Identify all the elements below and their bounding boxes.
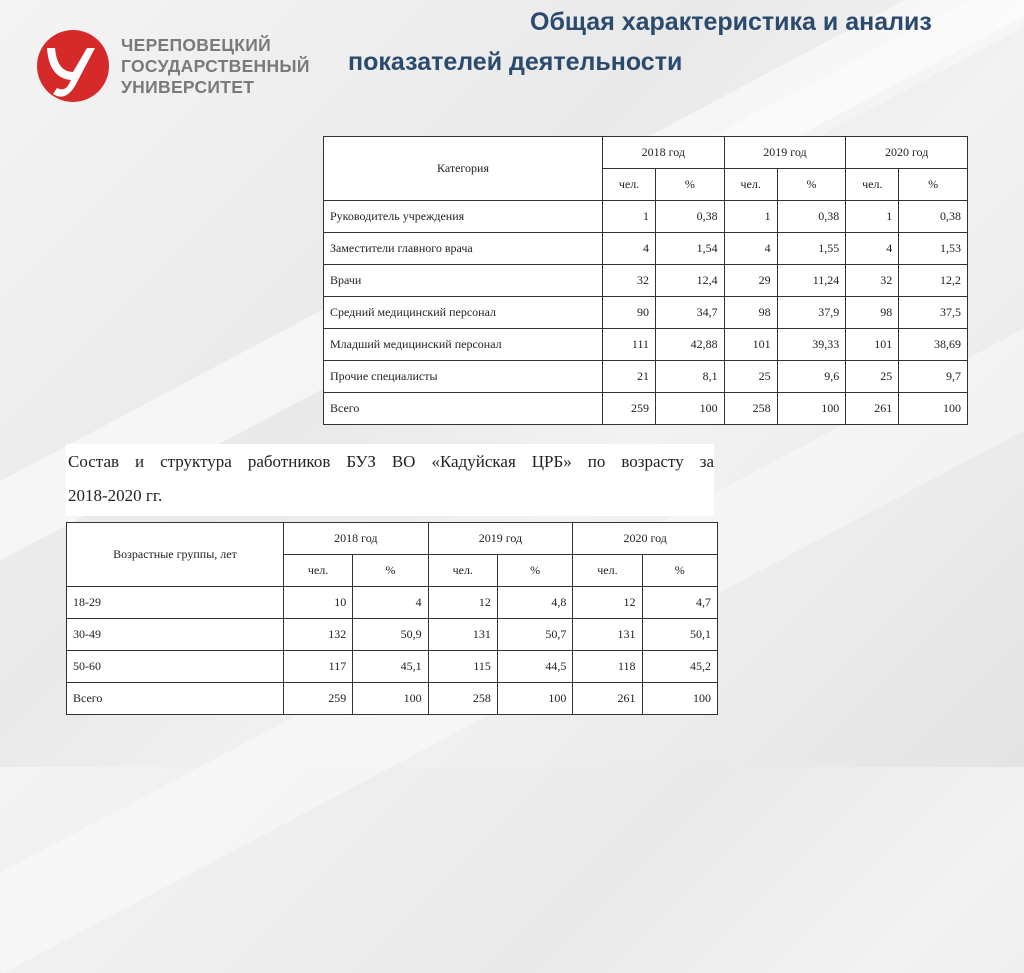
table-cell: 8,1 (656, 361, 725, 393)
table-cell: 34,7 (656, 297, 725, 329)
university-name (121, 35, 310, 98)
university-logo (35, 28, 310, 104)
table-cell: 4,8 (497, 587, 572, 619)
row-label: 18-29 (67, 587, 284, 619)
table-cell: 98 (846, 297, 899, 329)
sub-header: чел. (846, 169, 899, 201)
table-row (67, 651, 718, 683)
table-cell: 100 (777, 393, 846, 425)
row-label: Врачи (324, 265, 603, 297)
table-cell: 39,33 (777, 329, 846, 361)
logo-line-3: УНИВЕРСИТЕТ (121, 76, 255, 97)
row-label: Всего (324, 393, 603, 425)
table-cell: 38,69 (899, 329, 968, 361)
table-cell: 12 (573, 587, 642, 619)
sub-header: % (353, 555, 428, 587)
table-cell: 1,53 (899, 233, 968, 265)
table-row (324, 393, 968, 425)
table-cell: 258 (724, 393, 777, 425)
year-header: 2018 год (603, 137, 725, 169)
table-cell: 98 (724, 297, 777, 329)
table-row (324, 329, 968, 361)
table-cell: 12,2 (899, 265, 968, 297)
row-label: 50-60 (67, 651, 284, 683)
table-cell: 21 (603, 361, 656, 393)
row-label: Руководитель учреждения (324, 201, 603, 233)
year-header: 2018 год (284, 523, 429, 555)
sub-header: % (497, 555, 572, 587)
age-structure-table (66, 522, 718, 715)
sub-header: чел. (573, 555, 642, 587)
table-header-row (67, 523, 718, 555)
table-cell: 0,38 (656, 201, 725, 233)
table-cell: 1 (603, 201, 656, 233)
table-row (324, 201, 968, 233)
table-cell: 25 (846, 361, 899, 393)
table-cell: 4,7 (642, 587, 717, 619)
table-cell: 1,54 (656, 233, 725, 265)
table-row (324, 265, 968, 297)
table-row (324, 297, 968, 329)
table-cell: 50,7 (497, 619, 572, 651)
sub-header: чел. (603, 169, 656, 201)
table-cell: 4 (846, 233, 899, 265)
table-cell: 117 (284, 651, 353, 683)
table-cell: 37,5 (899, 297, 968, 329)
table-cell: 132 (284, 619, 353, 651)
table-cell: 4 (353, 587, 428, 619)
table-cell: 259 (603, 393, 656, 425)
page-title (340, 2, 1020, 82)
category-header: Возрастные группы, лет (67, 523, 284, 587)
caption-line-2: 2018-2020 гг. (68, 486, 163, 505)
table-cell: 25 (724, 361, 777, 393)
university-emblem-icon (35, 28, 111, 104)
row-label: Прочие специалисты (324, 361, 603, 393)
sub-header: чел. (284, 555, 353, 587)
table-cell: 12 (428, 587, 497, 619)
logo-line-1: ЧЕРЕПОВЕЦКИЙ (121, 34, 272, 55)
table-cell: 4 (603, 233, 656, 265)
table-cell: 50,1 (642, 619, 717, 651)
staff-category-table (323, 136, 968, 425)
table-cell: 11,24 (777, 265, 846, 297)
sub-header: % (777, 169, 846, 201)
row-label: Средний медицинский персонал (324, 297, 603, 329)
sub-header: чел. (724, 169, 777, 201)
table-cell: 261 (573, 683, 642, 715)
table-cell: 9,6 (777, 361, 846, 393)
table-cell: 0,38 (777, 201, 846, 233)
logo-line-2: ГОСУДАРСТВЕННЫЙ (121, 55, 310, 76)
page-title-line-1: Общая характеристика и анализ (530, 8, 932, 36)
table-cell: 101 (724, 329, 777, 361)
table-cell: 111 (603, 329, 656, 361)
table-cell: 258 (428, 683, 497, 715)
table-cell: 37,9 (777, 297, 846, 329)
table-cell: 100 (353, 683, 428, 715)
page-title-line-2: показателей деятельности (348, 48, 683, 76)
row-label: 30-49 (67, 619, 284, 651)
table-cell: 101 (846, 329, 899, 361)
row-label: Заместители главного врача (324, 233, 603, 265)
sub-header: чел. (428, 555, 497, 587)
table-cell: 131 (573, 619, 642, 651)
sub-header: % (899, 169, 968, 201)
table-cell: 10 (284, 587, 353, 619)
table-cell: 100 (642, 683, 717, 715)
table-cell: 45,1 (353, 651, 428, 683)
table-row (324, 361, 968, 393)
table-cell: 45,2 (642, 651, 717, 683)
table-cell: 4 (724, 233, 777, 265)
table-cell: 12,4 (656, 265, 725, 297)
year-header: 2020 год (846, 137, 968, 169)
table-row (324, 233, 968, 265)
table-cell: 0,38 (899, 201, 968, 233)
table-cell: 100 (899, 393, 968, 425)
table-cell: 90 (603, 297, 656, 329)
table-cell: 32 (603, 265, 656, 297)
year-header: 2019 год (428, 523, 573, 555)
table-header-row (324, 137, 968, 169)
table-cell: 1 (846, 201, 899, 233)
table-cell: 118 (573, 651, 642, 683)
table-cell: 1 (724, 201, 777, 233)
table-row (67, 587, 718, 619)
table-row (67, 683, 718, 715)
table-cell: 44,5 (497, 651, 572, 683)
table-row (67, 619, 718, 651)
year-header: 2019 год (724, 137, 846, 169)
table-cell: 100 (497, 683, 572, 715)
row-label: Всего (67, 683, 284, 715)
table-cell: 131 (428, 619, 497, 651)
table-cell: 1,55 (777, 233, 846, 265)
year-header: 2020 год (573, 523, 718, 555)
table-cell: 100 (656, 393, 725, 425)
table-cell: 115 (428, 651, 497, 683)
table-cell: 261 (846, 393, 899, 425)
table-cell: 9,7 (899, 361, 968, 393)
row-label: Младший медицинский персонал (324, 329, 603, 361)
table-cell: 29 (724, 265, 777, 297)
table-cell: 42,88 (656, 329, 725, 361)
caption-line-1: Состав и структура работников БУЗ ВО «Кадуйская ЦРБ» по возрасту за (68, 452, 714, 471)
table-cell: 50,9 (353, 619, 428, 651)
table-cell: 32 (846, 265, 899, 297)
sub-header: % (642, 555, 717, 587)
category-header: Категория (324, 137, 603, 201)
table2-caption (66, 444, 714, 516)
sub-header: % (656, 169, 725, 201)
table-cell: 259 (284, 683, 353, 715)
